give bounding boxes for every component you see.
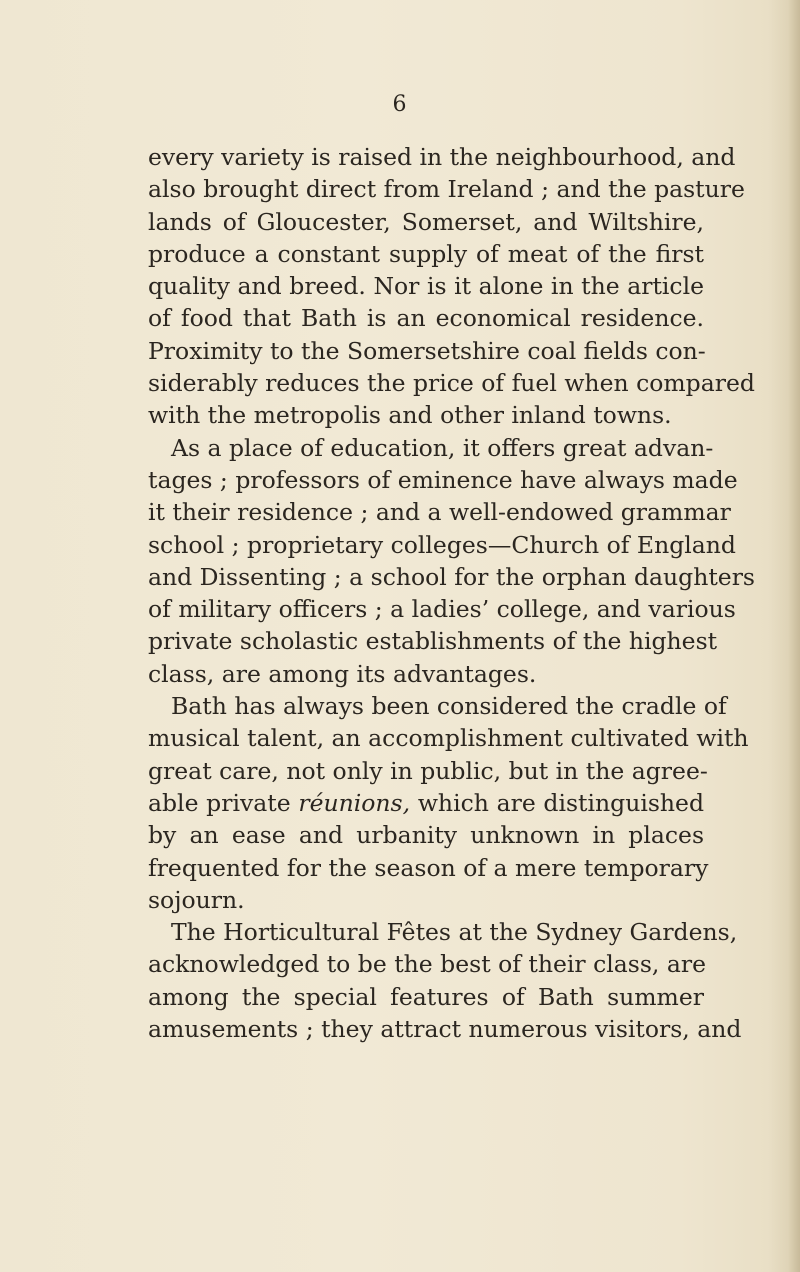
text-line: among the special features of Bath summer (148, 982, 704, 1011)
text-line: The Horticultural Fêtes at the Sydney Gardens, (171, 918, 738, 947)
text-line: siderably reduces the price of fuel when compared (148, 369, 755, 398)
text-line: quality and breed. Nor is it alone in the article (148, 272, 704, 301)
text-line: of military officers ; a ladies’ college, and various (148, 595, 736, 624)
text-line: private scholastic establishments of the highest (148, 627, 718, 656)
text-line-with-italic (148, 787, 704, 819)
text-line: great care, not only in public, but in the agree- (148, 756, 708, 785)
text-line: musical talent, an accomplishment cultivated with (148, 724, 749, 753)
text-line: also brought direct from Ireland ; and the pasture (148, 175, 745, 204)
text-line: school ; proprietary colleges—Church of England (148, 530, 736, 559)
text-line: of food that Bath is an economical residence. (148, 304, 704, 333)
text-line: Bath has always been considered the cradle of (171, 692, 727, 721)
page-number: 6 (392, 92, 408, 117)
text-line: frequented for the season of a mere temporary (148, 853, 709, 882)
text-line: and Dissenting ; a school for the orphan daughters (148, 562, 755, 591)
text-line: with the metropolis and other inland towns. (148, 401, 672, 430)
text-line: As a place of education, it offers great advan- (171, 433, 714, 462)
text-line: every variety is raised in the neighbourhood, and (148, 143, 736, 171)
italic-word: réunions, (298, 788, 411, 817)
text-line: sojourn. (148, 885, 245, 914)
text-line: amusements ; they attract numerous visitors, and (148, 1015, 742, 1044)
text-line: tages ; professors of eminence have always made (148, 465, 738, 494)
text-fragment: able private (148, 788, 291, 817)
text-line: produce a constant supply of meat of the first (148, 239, 704, 268)
text-line: class, are among its advantages. (148, 659, 537, 688)
text-line: Proximity to the Somersetshire coal fields con- (148, 336, 706, 365)
text-line: acknowledged to be the best of their class, are (148, 950, 707, 979)
text-fragment: which are distinguished (417, 788, 704, 817)
text-line: it their residence ; and a well-endowed grammar (148, 498, 731, 527)
text-line: by an ease and urbanity unknown in places (148, 821, 704, 850)
text-line: lands of Gloucester, Somerset, and Wiltshire, (148, 207, 704, 236)
page-edge-shadow (788, 0, 800, 1272)
body-text (148, 141, 755, 1045)
